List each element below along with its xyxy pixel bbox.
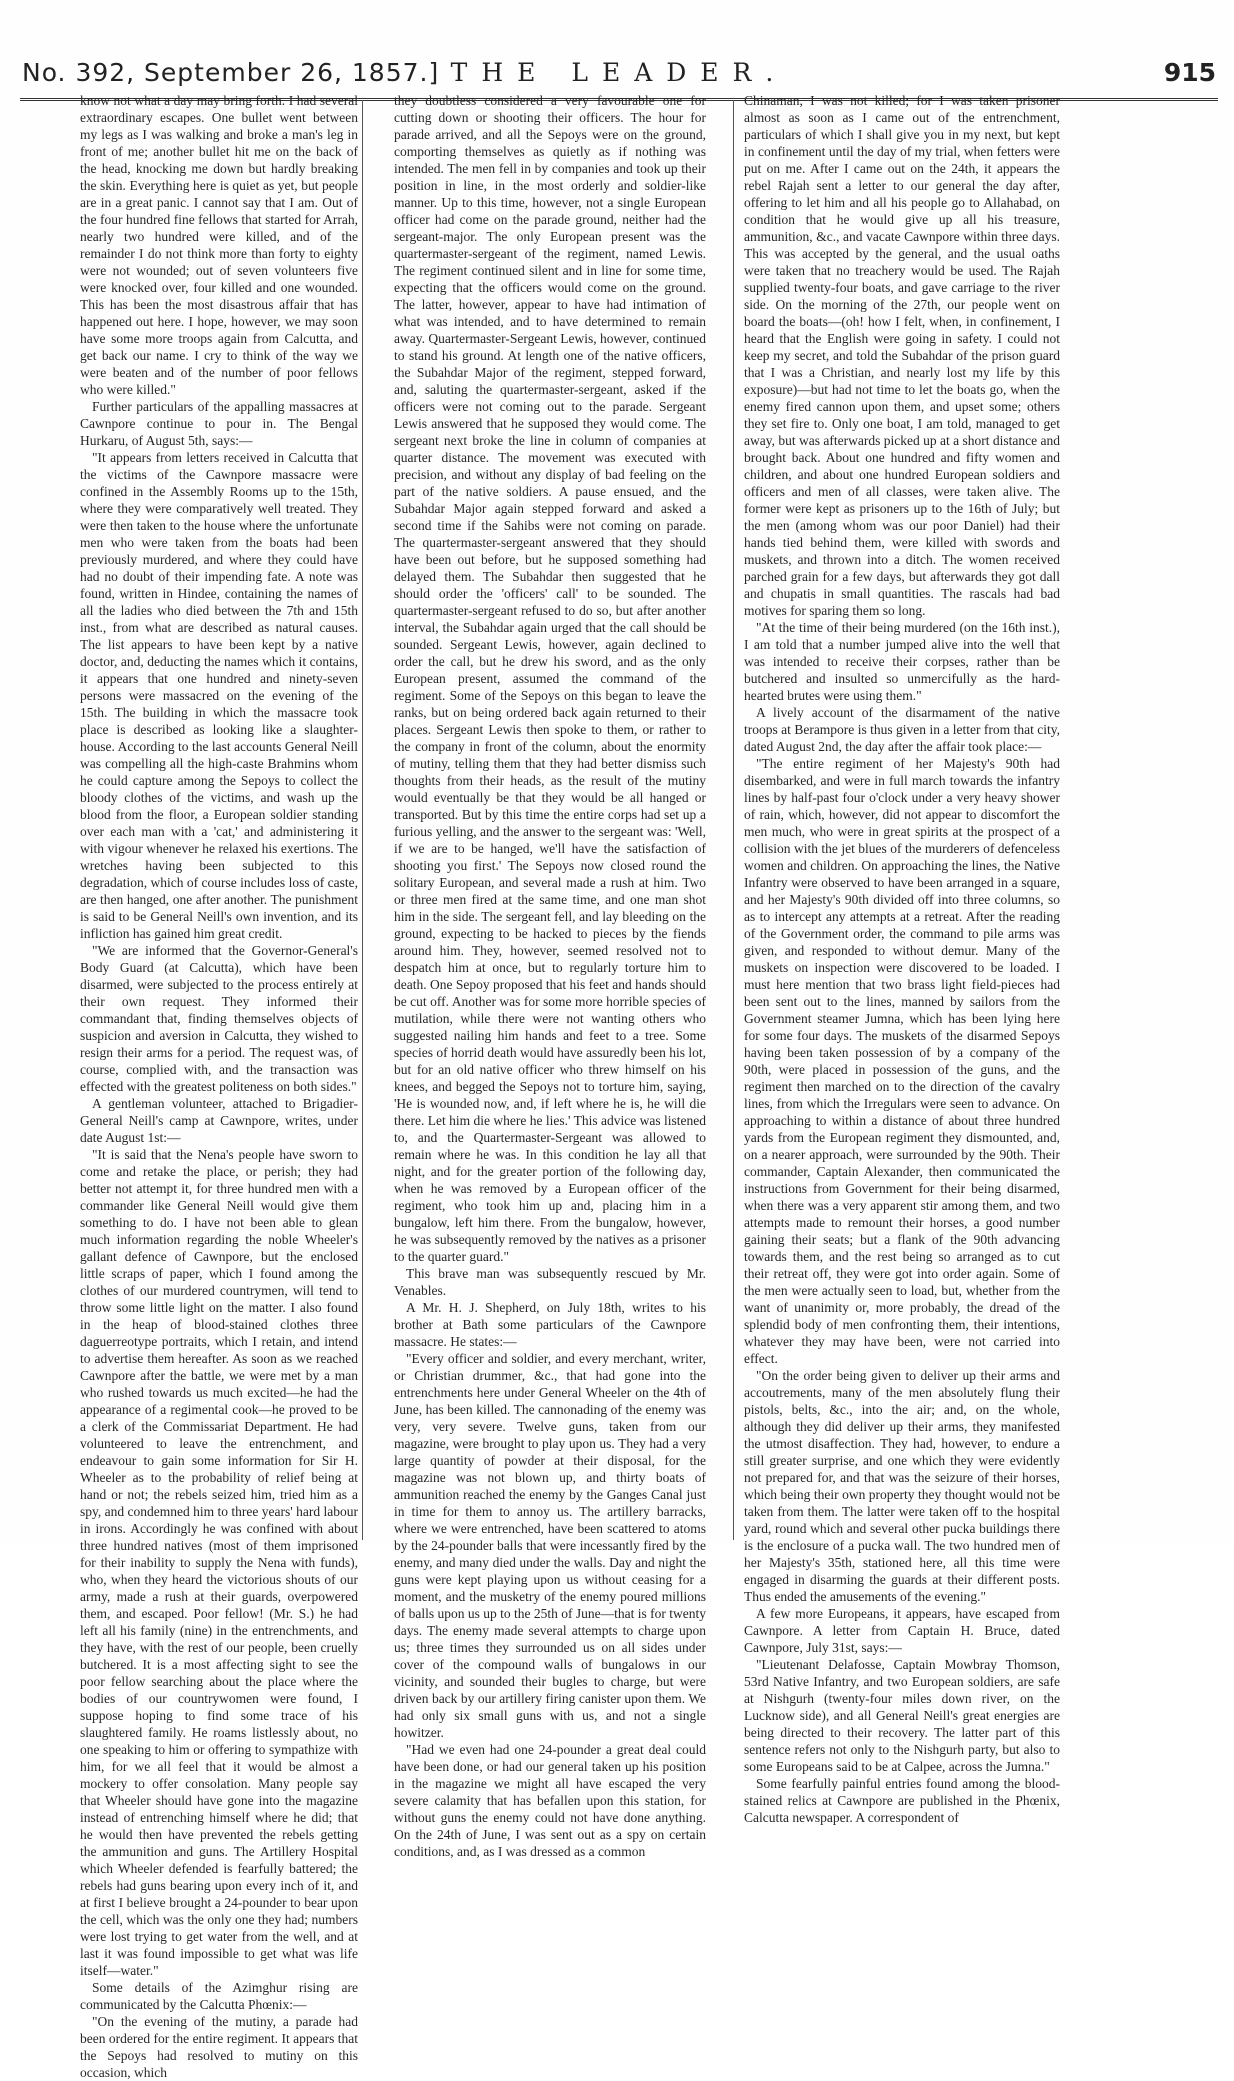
paragraph: "It is said that the Nena's people have sworn to come and retake the place, or perish; they had better not attempt it, for three hundred men with a commander like General Neill would give them something to do. I have not been able to glean much information regarding the noble Wheeler's gallant defence of Cawnpore, but the enclosed little scraps of paper, which I found among the clothes of our murdered countrymen, will tend to throw some little light on the matter. I also found in the heap of blood-stained clothes three daguerreotype portraits, which I retain, and intend to advertise them hereafter. As soon as we reached Cawnpore after the battle, we were met by a man who rushed towards us much excited—he had the appearance of a regimental cook—he proved to be a clerk of the Commissariat Department. He had volunteered to leave the entrenchment, and endeavour to gain some information for Sir H. Wheeler as to the probability of relief being at hand or not; the rebels seized him, tried him as a spy, and condemned him to three years' hard labour in irons. Accordingly he was confined with about three hundred natives (most of them imprisoned for their inability to supply the Nena with funds), who, when they heard the victorious shouts of our army, made a rush at their guards, overpowered them, and escaped. Poor fellow! (Mr. S.) he had left all his family (nine) in the entrenchments, and they have, with the rest of our people, been cruelly butchered. It is a most affecting sight to see the poor fellow searching about the place where the bodies of our countrywomen were found, I suppose hoping to find some trace of his slaughtered family. He roams listlessly about, no one speaking to him or offering to sympathize with him, for we all feel that it would be almost a mockery to offer consolation. Many people say that Wheeler should have gone into the magazine instead of entrenching himself where he did; that he would then have prevented the rebels getting the ammunition and guns. The Artillery Hospital which Wheeler defended is fearfully battered; the rebels had guns bearing upon every inch of it, and at first I believe brought a 24-pounder to bear upon the cell, which was the only one they had; numbers were lost trying to get water from the well, and at last it was found impossible to get what was life itself—water.": [80, 1147, 358, 1978]
paragraph: Further particulars of the appalling massacres at Cawnpore continue to pour in. The Bengal Hurkaru, of August 5th, says:—: [80, 399, 358, 448]
column-1: [80, 92, 358, 2080]
paragraph: A gentleman volunteer, attached to Brigadier-General Neill's camp at Cawnpore, writes, under date August 1st:—: [80, 1096, 358, 1145]
paragraph: This brave man was subsequently rescued by Mr. Venables.: [394, 1266, 706, 1298]
paragraph: Chinaman, I was not killed; for I was taken prisoner almost as soon as I came out of the entrenchment, particulars of which I shall give you in my next, but kept in confinement until the day of my trial, when fetters were put on me. After I came out on the 24th, it appears the rebel Rajah sent a letter to our general the day after, offering to let him and all his people go to Allahabad, on condition that he would give up all his treasure, ammunition, &c., and vacate Cawnpore within three days. This was accepted by the general, and the usual oaths were taken that no treachery would be used. The Rajah supplied twenty-four boats, and gave carriage to the river side. On the morning of the 27th, our people went on board the boats—(oh! how I felt, when, in confinement, I heard that the English were going in safety. I could not keep my secret, and told the Subahdar of the prison guard that I was a Christian, and nearly lost my life by this exposure)—but had not time to let the boats go, when the enemy fired cannon upon them, and upset some; others they set fire to. Only one boat, I am told, managed to get away, but was afterwards picked up at a short distance and brought back. About one hundred and fifty women and children, and about one hundred European soldiers and officers and men of all classes, were taken alive. The former were kept as prisoners up to the 16th of July; but the men (among whom was our poor Daniel) had their hands tied behind them, were killed with swords and muskets, and thrown into a ditch. The women received parched grain for a few days, but afterwards they got dall and chupatis in small quantities. The rascals had bad motives for sparing them so long.: [744, 93, 1060, 618]
paragraph: "Had we even had one 24-pounder a great deal could have been done, or had our general taken up his position in the magazine we might all have escaped the very severe calamity that has befallen upon this station, for without guns the enemy could not have done anything. On the 24th of June, I was sent out as a spy on certain conditions, and, as I was dressed as a common: [394, 1742, 706, 1859]
paragraph: "On the evening of the mutiny, a parade had been ordered for the entire regiment. It appears that the Sepoys had resolved to mutiny on this occasion, which: [80, 2014, 358, 2080]
paragraph: Some details of the Azimghur rising are communicated by the Calcutta Phœnix:—: [80, 1980, 358, 2012]
column-2: [394, 92, 706, 1859]
paragraph: A lively account of the disarmament of the native troops at Berampore is thus given in a letter from that city, dated August 2nd, the day after the affair took place:—: [744, 705, 1060, 754]
paragraph: "We are informed that the Governor-General's Body Guard (at Calcutta), which have been disarmed, were subjected to the process entirely at their own request. They informed their commandant that, finding themselves objects of suspicion and aversion in Calcutta, they wished to resign their arms for a period. The request was, of course, complied with, and the transaction was effected with the greatest politeness on both sides.": [80, 943, 358, 1094]
paragraph: they doubtless considered a very favourable one for cutting down or shooting their officers. The hour for parade arrived, and all the Sepoys were on the ground, comporting themselves as quietly as if nothing was intended. The men fell in by companies and took up their position in line, in the most orderly and soldier-like manner. Up to this time, however, not a single European officer had come on the parade ground, neither had the sergeant-major. The only European present was the quartermaster-sergeant of the regiment, named Lewis. The regiment continued silent and in line for some time, expecting that the officers would come on the ground. The latter, however, appear to have had intimation of what was intended, and to have determined to remain away. Quartermaster-Sergeant Lewis, however, continued to stand his ground. At length one of the native officers, the Subahdar Major of the regiment, stepped forward, and, saluting the quartermaster-sergeant, asked if the officers were not coming out to the parade. Sergeant Lewis answered that he supposed they would come. The sergeant next broke the line in column of companies at quarter distance. The movement was executed with precision, and without any display of bad feeling on the part of the native soldiers. A pause ensued, and the Subahdar Major again stepped forward and asked a second time if the Sahibs were not coming on parade. The quartermaster-sergeant answered that they should have been out before, but he supposed something had delayed them. The Subahdar then suggested that he should order the 'officers' call' to be sounded. The quartermaster-sergeant refused to do so, but after another interval, the Subahdar again urged that the call should be sounded. Sergeant Lewis, however, again declined to order the call, but he drew his sword, and as the only European present, assumed the command of the regiment. Some of the Sepoys on this began to leave the ranks, but on being ordered back again returned to their places. Sergeant Lewis then spoke to them, or rather to the company in front of the column, about the enormity of mutiny, telling them that they had better dismiss such thoughts from their heads, as the result of the mutiny would eventually be that they would be all hanged or transported. But by this time the entire corps had set up a furious yelling, and the answer to the sergeant was: 'Well, if we are to be hanged, we'll have the satisfaction of shooting you first.' The Sepoys now closed round the solitary European, and several made a rush at him. Two or three men fired at the same time, and one man shot him in the side. The sergeant fell, and lay bleeding on the ground, expecting to be hacked to pieces by the fiends around him. They, however, seemed resolved not to despatch him at once, but to regularly torture him to death. One Sepoy proposed that his feet and hands should be cut off. Another was for some more horrible species of mutilation, while there were not wanting others who suggested nailing him hands and feet to a tree. Some species of horrid death would have assuredly been his lot, but for an old native officer who threw himself on his knees, and begged the Sepoys not to torture him, saying, 'He is wounded now, and, if left where he is, he will die there. Let him die where he lies.' This advice was listened to, and the Quartermaster-Sergeant was allowed to remain where he was. In this condition he lay all that night, and for the greater portion of the following day, when he was removed by a European officer of the regiment, who took him up and, placing him in a bungalow, left him there. From the bungalow, however, he was subsequently removed by the natives as a prisoner to the quarter guard.": [394, 93, 706, 1264]
paragraph: "At the time of their being murdered (on the 16th inst.), I am told that a number jumped alive into the well that was intended to receive their corpses, rather than be butchered and insulted so unmercifully as the hard-hearted brutes were using them.": [744, 620, 1060, 703]
paragraph: know not what a day may bring forth. I had several extraordinary escapes. One bullet went between my legs as I was walking and broke a man's leg in front of me; another bullet hit me on the back of the head, knocking me down but hardly breaking the skin. Everything here is quiet as yet, but people are in a great panic. I cannot say that I am. Out of the four hundred fine fellows that started for Arrah, nearly two hundred were killed, and of the remainder I do not think more than forty to eighty were not wounded; out of seven volunteers five were knocked over, four killed and one wounded. This has been the most disastrous affair that has happened out here. I hope, however, we may soon have some more troops again from Calcutta, and get back our name. I cry to think of the way we were beaten and of the number of poor fellows who were killed.": [80, 93, 358, 397]
paragraph: A few more Europeans, it appears, have escaped from Cawnpore. A letter from Captain H. Bruce, dated Cawnpore, July 31st, says:—: [744, 1606, 1060, 1655]
newspaper-title: THE LEADER.: [450, 58, 788, 87]
paragraph: A Mr. H. J. Shepherd, on July 18th, writes to his brother at Bath some particulars of the Cawnpore massacre. He states:—: [394, 1300, 706, 1349]
paragraph: "It appears from letters received in Calcutta that the victims of the Cawnpore massacre were confined in the Assembly Rooms up to the 15th, where they were comparatively well treated. They were then taken to the house where the unfortunate men who were taken from the boats had been previously murdered, and where they could have had no doubt of their impending fate. A note was found, written in Hindee, containing the names of all the ladies who died between the 7th and 15th inst., from what are described as natural causes. The list appears to have been kept by a native doctor, and, deducting the names which it contains, it appears that one hundred and ninety-seven persons were massacred on the evening of the 15th. The building in which the massacre took place is described as looking like a slaughter-house. According to the last accounts General Neill was compelling all the high-caste Brahmins whom he could capture among the Sepoys to collect the bloody clothes of the victims, and wash up the blood from the floor, a European soldier standing over each man with a 'cat,' and administering it with vigour whenever he relaxed his exertions. The wretches having been subjected to this degradation, which of course includes loss of caste, are then hanged, one after another. The punishment is said to be General Neill's own invention, and its infliction has gained him great credit.: [80, 450, 358, 941]
page-number: 915: [1163, 58, 1216, 87]
paragraph: "On the order being given to deliver up their arms and accoutrements, many of the men absolutely flung their pistols, belts, &c., into the air; and, on the whole, although they did deliver up their arms, they manifested the utmost disaffection. They had, however, to endure a still greater surprise, and one which they were evidently not prepared for, and that was the seizure of their horses, which being their own property they thought would not be taken from them. The latter were taken off to the hospital yard, round which and several other pucka buildings there is the enclosure of a pucka wall. The two hundred men of her Majesty's 35th, stationed here, all this time were engaged in disarming the guards at their different posts. Thus ended the amusements of the evening.": [744, 1368, 1060, 1604]
column-rule: [733, 100, 734, 1540]
column-rule: [362, 100, 363, 1540]
paragraph: "Every officer and soldier, and every merchant, writer, or Christian drummer, &c., that had gone into the entrenchments here under General Wheeler on the 4th of June, has been killed. The cannonading of the enemy was very, very severe. Twelve guns, taken from our magazine, were brought to play upon us. They had a very large quantity of powder at their disposal, for the magazine was not blown up, and thirty boats of ammunition reached the enemy by the Ganges Canal just in time for them to annoy us. The artillery barracks, where we were entrenched, have been scattered to atoms by the 24-pounder balls that were incessantly fired by the enemy, and many died under the walls. Day and night the guns were kept playing upon us without ceasing for a moment, and the musketry of the enemy poured millions of balls upon us up to the 25th of June—that is for twenty days. The enemy made several attempts to charge upon us; three times they surrounded us on all sides under cover of the compound walls of bungalows in our vicinity, and sounded their bugles to charge, but were driven back by our artillery firing canister upon them. We had only six small guns with us, and not a single howitzer.: [394, 1351, 706, 1740]
paragraph: Some fearfully painful entries found among the blood-stained relics at Cawnpore are published in the Phœnix, Calcutta newspaper. A correspondent of: [744, 1776, 1060, 1825]
paragraph: "The entire regiment of her Majesty's 90th had disembarked, and were in full march towards the infantry lines by half-past four o'clock under a very heavy shower of rain, which, however, did not appear to discomfort the men much, who were in great spirits at the prospect of a collision with the jet blues of the murderers of defenceless women and children. On approaching the lines, the Native Infantry were observed to have been arranged in a square, and her Majesty's 90th divided off into three columns, so as to intercept any attempts at a retreat. After the reading of the Government order, the command to pile arms was given, and responded to without demur. Many of the muskets on inspection were discovered to be loaded. I must here mention that two brass light field-pieces had been sent out to the lines, manned by sailors from the Government steamer Jumna, which has been lying here for some four days. The muskets of the disarmed Sepoys having been taken possession of by a company of the 90th, were placed in possession of the guns, and the regiment then marched on to the direction of the cavalry lines, from which the Irregulars were seen to advance. On approaching to within a distance of about three hundred yards from the European regiment they dismounted, and, on a nearer approach, were surrounded by the 90th. Their commander, Captain Alexander, then communicated the instructions from Government for their being disarmed, when there was a very apparent stir among them, and two attempts made to remount their horses, a good number gaining their seats; but a flank of the 90th advancing towards them, and the rest being so arranged as to cut their retreat off, they were got into order again. Some of the men were actually seen to load, but, whether from the want of unanimity or, more probably, the dread of the splendid body of men confronting them, their intentions, whatever they may have been, were not carried into effect.: [744, 756, 1060, 1366]
column-3: [744, 92, 1060, 1825]
issue-date: No. 392, September 26, 1857.]: [22, 58, 440, 87]
paragraph: "Lieutenant Delafosse, Captain Mowbray Thomson, 53rd Native Infantry, and two European soldiers, are safe at Nishgurh (twenty-four miles down river, on the Lucknow side), and all General Neill's great energies are being directed to their recovery. The latter part of this sentence refers not only to the Nishgurh party, but also to some Europeans said to be at Calpee, across the Jumna.": [744, 1657, 1060, 1774]
